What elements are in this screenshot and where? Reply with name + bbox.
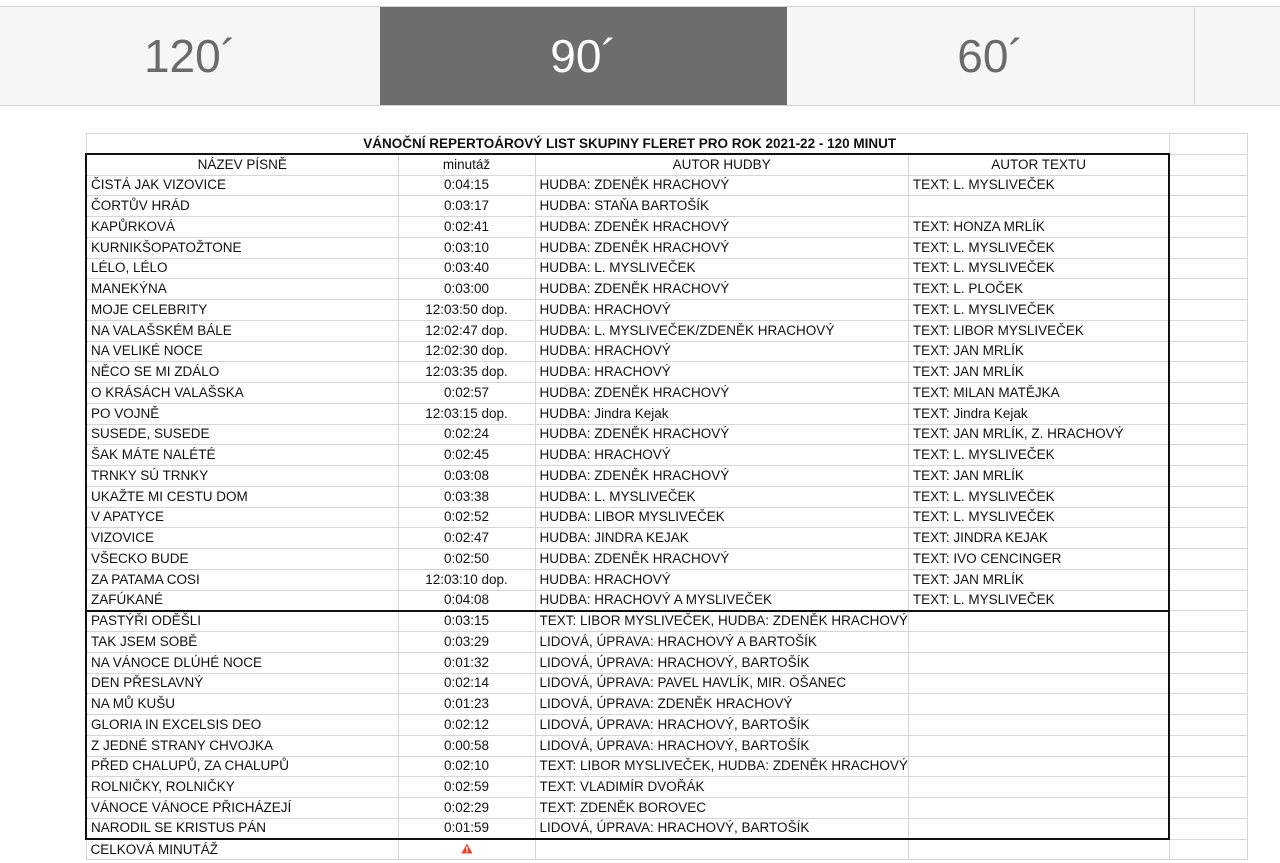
duration-cell[interactable]: 0:02:50 — [398, 549, 535, 570]
duration-cell[interactable]: 0:03:38 — [398, 486, 535, 507]
text-author-cell[interactable] — [908, 818, 1169, 839]
table-row — [86, 673, 1247, 694]
duration-cell[interactable]: 0:02:52 — [398, 507, 535, 528]
song-name-cell[interactable]: V APATYCE — [86, 507, 398, 528]
music-author-cell[interactable]: HUDBA: ZDENĚK HRACHOVÝ — [535, 217, 908, 238]
text-author-cell[interactable]: TEXT: L. MYSLIVEČEK — [908, 175, 1169, 196]
table-row — [86, 652, 1247, 673]
table-row — [86, 445, 1247, 466]
sheet-tab-bar — [0, 6, 1280, 106]
table-row — [86, 507, 1247, 528]
text-author-cell[interactable]: TEXT: JAN MRLÍK — [908, 341, 1169, 362]
cell-empty[interactable] — [1169, 694, 1247, 715]
cell-empty[interactable] — [1169, 362, 1247, 383]
header-music-author[interactable]: AUTOR HUDBY — [535, 154, 908, 175]
warning-triangle-icon[interactable] — [461, 841, 473, 859]
text-author-cell[interactable]: TEXT: L. MYSLIVEČEK — [908, 258, 1169, 279]
duration-cell[interactable]: 0:02:24 — [398, 424, 535, 445]
cell-empty[interactable] — [1169, 632, 1247, 653]
cell-empty[interactable] — [1169, 279, 1247, 300]
text-author-cell[interactable]: TEXT: LIBOR MYSLIVEČEK — [908, 320, 1169, 341]
duration-cell[interactable]: 0:02:41 — [398, 217, 535, 238]
song-name-cell[interactable]: SUSEDE, SUSEDE — [86, 424, 398, 445]
cell-empty[interactable] — [1169, 217, 1247, 238]
authors-cell[interactable]: LIDOVÁ, ÚPRAVA: HRACHOVÝ A BARTOŠÍK — [535, 632, 908, 653]
song-name-cell[interactable]: ČORTŮV HRÁD — [86, 196, 398, 217]
duration-cell[interactable]: 12:03:15 dop. — [398, 403, 535, 424]
cell-empty[interactable] — [1169, 756, 1247, 777]
song-name-cell[interactable]: NA VELIKÉ NOCE — [86, 341, 398, 362]
text-author-cell[interactable]: TEXT: JAN MRLÍK — [908, 569, 1169, 590]
cell-empty[interactable] — [1169, 715, 1247, 736]
table-row — [86, 258, 1247, 279]
cell-empty[interactable] — [1169, 652, 1247, 673]
duration-cell[interactable]: 0:02:57 — [398, 383, 535, 404]
duration-cell[interactable]: 0:03:40 — [398, 258, 535, 279]
song-name-cell[interactable]: DEN PŘESLAVNÝ — [86, 673, 398, 694]
song-name-cell[interactable]: UKAŽTE MI CESTU DOM — [86, 486, 398, 507]
duration-cell[interactable]: 12:03:35 dop. — [398, 362, 535, 383]
text-author-cell[interactable]: TEXT: IVO CENCINGER — [908, 549, 1169, 570]
text-author-cell[interactable]: TEXT: JINDRA KEJAK — [908, 528, 1169, 549]
duration-cell[interactable]: 0:03:29 — [398, 632, 535, 653]
cell-empty[interactable] — [1169, 569, 1247, 590]
song-name-cell[interactable]: O KRÁSÁCH VALAŠSKA — [86, 383, 398, 404]
table-row — [86, 486, 1247, 507]
table-row — [86, 735, 1247, 756]
table-row — [86, 237, 1247, 258]
cell-empty[interactable] — [1169, 507, 1247, 528]
song-name-cell[interactable]: TRNKY SÚ TRNKY — [86, 466, 398, 487]
music-author-cell[interactable]: HUDBA: HRACHOVÝ — [535, 445, 908, 466]
music-author-cell[interactable]: HUDBA: LIBOR MYSLIVEČEK — [535, 507, 908, 528]
song-name-cell[interactable]: MOJE CELEBRITY — [86, 300, 398, 321]
cell-empty[interactable] — [1169, 466, 1247, 487]
table-row — [86, 424, 1247, 445]
cell-empty[interactable] — [1169, 403, 1247, 424]
text-author-cell[interactable]: TEXT: L. MYSLIVEČEK — [908, 445, 1169, 466]
text-author-cell[interactable] — [908, 798, 1169, 819]
table-row — [86, 362, 1247, 383]
song-name-cell[interactable]: KURNIKŠOPATOŽTONE — [86, 237, 398, 258]
cell-empty[interactable] — [908, 839, 1169, 860]
cell-empty[interactable] — [1169, 258, 1247, 279]
authors-cell[interactable]: LIDOVÁ, ÚPRAVA: HRACHOVÝ, BARTOŠÍK — [535, 715, 908, 736]
duration-cell[interactable]: 0:02:59 — [398, 777, 535, 798]
song-name-cell[interactable]: NĚCO SE MI ZDÁLO — [86, 362, 398, 383]
music-author-cell[interactable]: HUDBA: HRACHOVÝ — [535, 569, 908, 590]
table-row — [86, 549, 1247, 570]
table-row — [86, 341, 1247, 362]
cell-empty[interactable] — [1169, 424, 1247, 445]
total-label[interactable]: CELKOVÁ MINUTÁŽ — [86, 839, 398, 860]
duration-cell[interactable]: 0:03:08 — [398, 466, 535, 487]
duration-cell[interactable]: 12:03:50 dop. — [398, 300, 535, 321]
cell-empty[interactable] — [1169, 134, 1247, 155]
table-row — [86, 798, 1247, 819]
duration-cell[interactable]: 0:04:08 — [398, 590, 535, 611]
song-name-cell[interactable]: MANEKÝNA — [86, 279, 398, 300]
table-row — [86, 694, 1247, 715]
song-name-cell[interactable]: LÉLO, LÉLO — [86, 258, 398, 279]
music-author-cell[interactable]: HUDBA: L. MYSLIVEČEK — [535, 258, 908, 279]
music-author-cell[interactable]: HUDBA: HRACHOVÝ A MYSLIVEČEK — [535, 590, 908, 611]
cell-empty[interactable] — [1169, 777, 1247, 798]
cell-empty[interactable] — [1169, 196, 1247, 217]
cell-empty[interactable] — [1169, 383, 1247, 404]
authors-cell[interactable]: LIDOVÁ, ÚPRAVA: PAVEL HAVLÍK, MIR. OŠANEC — [535, 673, 908, 694]
authors-cell[interactable]: LIDOVÁ, ÚPRAVA: ZDENĚK HRACHOVÝ — [535, 694, 908, 715]
header-song-name[interactable]: NÁZEV PÍSNĚ — [86, 154, 398, 175]
cell-empty[interactable] — [1169, 839, 1247, 860]
song-name-cell[interactable]: VŠECKO BUDE — [86, 549, 398, 570]
cell-empty[interactable] — [1169, 175, 1247, 196]
header-text-author[interactable]: AUTOR TEXTU — [908, 154, 1169, 175]
table-row — [86, 528, 1247, 549]
music-author-cell[interactable]: HUDBA: STAŇA BARTOŠÍK — [535, 196, 908, 217]
text-author-cell[interactable]: TEXT: Jindra Kejak — [908, 403, 1169, 424]
duration-cell[interactable]: 12:02:30 dop. — [398, 341, 535, 362]
repertoire-sheet — [85, 133, 1248, 860]
text-author-cell[interactable] — [908, 694, 1169, 715]
table-row — [86, 818, 1247, 839]
song-name-cell[interactable]: VÁNOCE VÁNOCE PŘICHÁZEJÍ — [86, 798, 398, 819]
table-row — [86, 175, 1247, 196]
song-name-cell[interactable]: NARODIL SE KRISTUS PÁN — [86, 818, 398, 839]
song-name-cell[interactable]: NA VÁNOCE DLÚHÉ NOCE — [86, 652, 398, 673]
duration-cell[interactable]: 0:03:00 — [398, 279, 535, 300]
text-author-cell[interactable]: TEXT: L. MYSLIVEČEK — [908, 486, 1169, 507]
table-row — [86, 196, 1247, 217]
cell-empty[interactable] — [1169, 300, 1247, 321]
tab-120[interactable]: 120´ — [143, 30, 237, 82]
authors-cell[interactable]: TEXT: LIBOR MYSLIVEČEK, HUDBA: ZDENĚK HRACHOVÝ — [535, 611, 908, 632]
song-name-cell[interactable]: TAK JSEM SOBĚ — [86, 632, 398, 653]
song-name-cell[interactable]: ZA PATAMA COSI — [86, 569, 398, 590]
header-row — [86, 154, 1247, 175]
duration-cell[interactable]: 0:02:29 — [398, 798, 535, 819]
music-author-cell[interactable]: HUDBA: ZDENĚK HRACHOVÝ — [535, 383, 908, 404]
table-row — [86, 777, 1247, 798]
header-duration[interactable]: minutáž — [398, 154, 535, 175]
text-author-cell[interactable] — [908, 611, 1169, 632]
text-author-cell[interactable] — [908, 777, 1169, 798]
authors-cell[interactable]: LIDOVÁ, ÚPRAVA: HRACHOVÝ, BARTOŠÍK — [535, 818, 908, 839]
table-row — [86, 632, 1247, 653]
music-author-cell[interactable]: HUDBA: ZDENĚK HRACHOVÝ — [535, 424, 908, 445]
text-author-cell[interactable] — [908, 673, 1169, 694]
song-name-cell[interactable]: NA MŮ KUŠU — [86, 694, 398, 715]
table-row — [86, 715, 1247, 736]
music-author-cell[interactable]: HUDBA: ZDENĚK HRACHOVÝ — [535, 466, 908, 487]
cell-empty[interactable] — [1169, 528, 1247, 549]
cell-empty[interactable] — [1169, 590, 1247, 611]
table-row — [86, 217, 1247, 238]
table-row — [86, 383, 1247, 404]
cell-empty[interactable] — [1169, 237, 1247, 258]
table-row — [86, 611, 1247, 632]
music-author-cell[interactable]: HUDBA: L. MYSLIVEČEK — [535, 486, 908, 507]
tab-90[interactable]: 90´ — [380, 7, 787, 105]
cell-empty[interactable] — [1169, 154, 1247, 175]
table-row — [86, 403, 1247, 424]
duration-cell[interactable]: 0:02:47 — [398, 528, 535, 549]
music-author-cell[interactable]: HUDBA: JINDRA KEJAK — [535, 528, 908, 549]
music-author-cell[interactable]: HUDBA: ZDENĚK HRACHOVÝ — [535, 549, 908, 570]
title-row — [86, 134, 1247, 155]
song-name-cell[interactable]: KAPŮRKOVÁ — [86, 217, 398, 238]
music-author-cell[interactable]: HUDBA: HRACHOVÝ — [535, 341, 908, 362]
cell-empty[interactable] — [1169, 486, 1247, 507]
cell-empty[interactable] — [1169, 673, 1247, 694]
tab-60[interactable]: 60´ — [787, 7, 1195, 105]
text-author-cell[interactable] — [908, 652, 1169, 673]
text-author-cell[interactable]: TEXT: L. MYSLIVEČEK — [908, 507, 1169, 528]
song-name-cell[interactable]: ZAFÚKANÉ — [86, 590, 398, 611]
music-author-cell[interactable]: HUDBA: ZDENĚK HRACHOVÝ — [535, 237, 908, 258]
cell-empty[interactable] — [1169, 549, 1247, 570]
duration-cell[interactable]: 0:02:12 — [398, 715, 535, 736]
song-name-cell[interactable]: ROLNIČKY, ROLNIČKY — [86, 777, 398, 798]
music-author-cell[interactable]: HUDBA: HRACHOVÝ — [535, 362, 908, 383]
song-name-cell[interactable]: ŠAK MÁTE NALÉTÉ — [86, 445, 398, 466]
text-author-cell[interactable]: TEXT: L. MYSLIVEČEK — [908, 300, 1169, 321]
text-author-cell[interactable] — [908, 756, 1169, 777]
music-author-cell[interactable]: HUDBA: HRACHOVÝ — [535, 300, 908, 321]
sheet-title[interactable]: VÁNOČNÍ REPERTOÁROVÝ LIST SKUPINY FLERET PRO ROK 2021-22 - 120 MINUT — [86, 134, 1169, 155]
cell-empty[interactable] — [1169, 798, 1247, 819]
cell-empty[interactable] — [1169, 611, 1247, 632]
authors-cell[interactable]: TEXT: LIBOR MYSLIVEČEK, HUDBA: ZDENĚK HRACHOVÝ — [535, 756, 908, 777]
duration-cell[interactable]: 12:02:47 dop. — [398, 320, 535, 341]
cell-empty[interactable] — [1169, 735, 1247, 756]
music-author-cell[interactable]: HUDBA: ZDENĚK HRACHOVÝ — [535, 279, 908, 300]
table-row — [86, 756, 1247, 777]
song-name-cell[interactable]: PO VOJNĚ — [86, 403, 398, 424]
text-author-cell[interactable]: TEXT: JAN MRLÍK — [908, 466, 1169, 487]
text-author-cell[interactable]: TEXT: L. PLOČEK — [908, 279, 1169, 300]
tab-extra[interactable] — [1195, 7, 1280, 105]
music-author-cell[interactable]: HUDBA: L. MYSLIVEČEK/ZDENĚK HRACHOVÝ — [535, 320, 908, 341]
cell-empty[interactable] — [1169, 445, 1247, 466]
cell-empty[interactable] — [535, 839, 908, 860]
music-author-cell[interactable]: HUDBA: Jindra Kejak — [535, 403, 908, 424]
duration-cell[interactable]: 0:01:23 — [398, 694, 535, 715]
duration-cell[interactable]: 0:04:15 — [398, 175, 535, 196]
authors-cell[interactable]: TEXT: ZDENĚK BOROVEC — [535, 798, 908, 819]
song-name-cell[interactable]: GLORIA IN EXCELSIS DEO — [86, 715, 398, 736]
duration-cell[interactable]: 0:03:15 — [398, 611, 535, 632]
song-name-cell[interactable]: ČISTÁ JAK VIZOVICE — [86, 175, 398, 196]
text-author-cell[interactable]: TEXT: HONZA MRLÍK — [908, 217, 1169, 238]
music-author-cell[interactable]: HUDBA: ZDENĚK HRACHOVÝ — [535, 175, 908, 196]
duration-cell[interactable]: 0:01:59 — [398, 818, 535, 839]
authors-cell[interactable]: TEXT: VLADIMÍR DVOŘÁK — [535, 777, 908, 798]
duration-cell[interactable]: 12:03:10 dop. — [398, 569, 535, 590]
total-value-cell[interactable] — [398, 839, 535, 860]
authors-cell[interactable]: LIDOVÁ, ÚPRAVA: HRACHOVÝ, BARTOŠÍK — [535, 652, 908, 673]
total-row — [86, 839, 1247, 860]
text-author-cell[interactable]: TEXT: JAN MRLÍK — [908, 362, 1169, 383]
song-name-cell[interactable]: VIZOVICE — [86, 528, 398, 549]
text-author-cell[interactable] — [908, 196, 1169, 217]
text-author-cell[interactable]: TEXT: L. MYSLIVEČEK — [908, 237, 1169, 258]
table-row — [86, 300, 1247, 321]
duration-cell[interactable]: 0:03:17 — [398, 196, 535, 217]
text-author-cell[interactable]: TEXT: MILAN MATĚJKA — [908, 383, 1169, 404]
song-name-cell[interactable]: Z JEDNÉ STRANY CHVOJKA — [86, 735, 398, 756]
duration-cell[interactable]: 0:02:14 — [398, 673, 535, 694]
duration-cell[interactable]: 0:00:58 — [398, 735, 535, 756]
table-row — [86, 569, 1247, 590]
cell-empty[interactable] — [1169, 320, 1247, 341]
duration-cell[interactable]: 0:02:45 — [398, 445, 535, 466]
text-author-cell[interactable] — [908, 735, 1169, 756]
table-row — [86, 466, 1247, 487]
song-name-cell[interactable]: NA VALAŠSKÉM BÁLE — [86, 320, 398, 341]
authors-cell[interactable]: LIDOVÁ, ÚPRAVA: HRACHOVÝ, BARTOŠÍK — [535, 735, 908, 756]
text-author-cell[interactable] — [908, 715, 1169, 736]
text-author-cell[interactable]: TEXT: JAN MRLÍK, Z. HRACHOVÝ — [908, 424, 1169, 445]
duration-cell[interactable]: 0:02:10 — [398, 756, 535, 777]
cell-empty[interactable] — [1169, 341, 1247, 362]
cell-empty[interactable] — [1169, 818, 1247, 839]
table-row — [86, 590, 1247, 611]
song-name-cell[interactable]: PASTÝŘI ODĚŠLI — [86, 611, 398, 632]
table-row — [86, 320, 1247, 341]
text-author-cell[interactable]: TEXT: L. MYSLIVEČEK — [908, 590, 1169, 611]
duration-cell[interactable]: 0:03:10 — [398, 237, 535, 258]
table-row — [86, 279, 1247, 300]
text-author-cell[interactable] — [908, 632, 1169, 653]
song-name-cell[interactable]: PŘED CHALUPŮ, ZA CHALUPŮ — [86, 756, 398, 777]
duration-cell[interactable]: 0:01:32 — [398, 652, 535, 673]
